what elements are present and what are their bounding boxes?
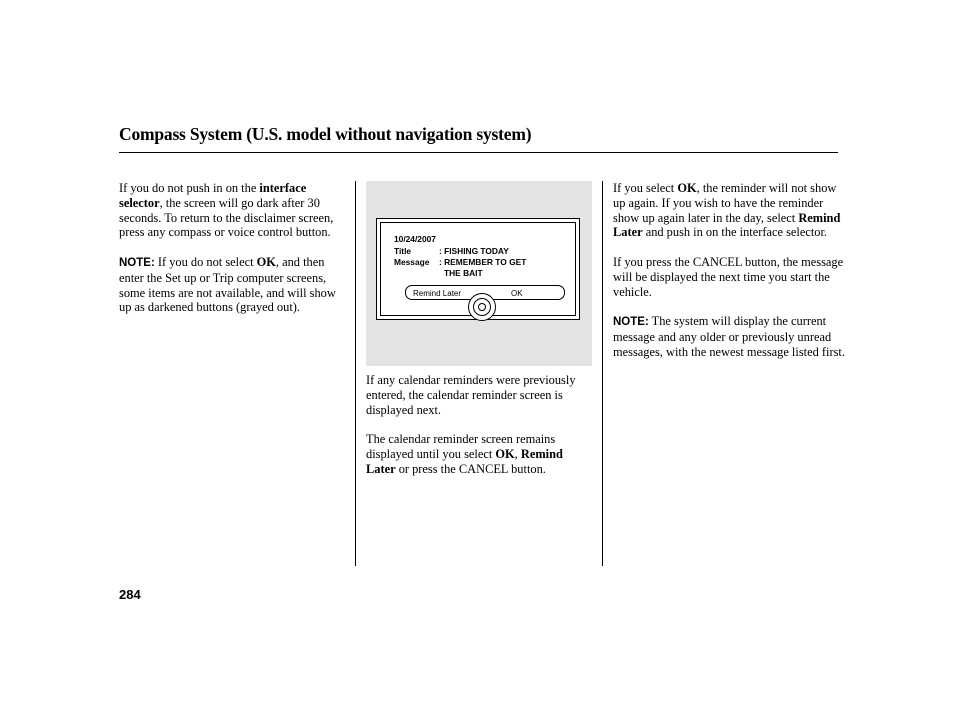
paragraph: If you press the CANCEL button, the message will be displayed the next time you start the vehicle. (613, 254, 844, 299)
paragraph: If you select OK, the reminder will not show up again. If you wish to have the reminder show up again later in the day, select Remind Later and push in on the interface selector. (613, 181, 841, 240)
column-divider (355, 181, 356, 566)
knob-center (478, 303, 486, 311)
remind-later-button: Remind Later (413, 289, 462, 298)
message-line1: : REMEMBER TO GET (439, 257, 527, 267)
interface-selector-knob (468, 293, 496, 321)
screen-illustration (366, 181, 592, 366)
paragraph: If any calendar reminders were previously entered, the calendar reminder screen is displayed next. (366, 373, 576, 417)
paragraph: If you do not push in on the interface selector, the screen will go dark after 30 seconds. To return to the disclaimer screen, press any compass or voice control button. (119, 181, 334, 240)
paragraph: The calendar reminder screen remains displayed until you select OK, Remind Later or press the CANCEL button. (366, 432, 563, 476)
title-value: : FISHING TODAY (439, 246, 509, 256)
knob-ring (473, 298, 491, 316)
note-paragraph: NOTE: The system will display the current message and any older or previously unread messages, with the newest message listed first. (613, 314, 845, 359)
note-paragraph: NOTE: If you do not select OK, and then enter the Set up or Trip computer screens, some items are not available, and will show up as darkened buttons (grayed out). (119, 254, 336, 315)
note-label: NOTE: (613, 316, 649, 329)
title-rule (119, 152, 838, 153)
reminder-date: 10/24/2007 (394, 234, 436, 244)
ok-button: OK (511, 289, 523, 298)
message-line2: THE BAIT (444, 268, 483, 278)
title-label: Title (394, 246, 412, 256)
column-middle (366, 373, 591, 491)
message-label: Message (394, 257, 430, 267)
note-label: NOTE: (119, 256, 155, 269)
page-number: 284 (119, 587, 141, 602)
column-divider (602, 181, 603, 566)
page-title: Compass System (U.S. model without navigation system) (119, 124, 532, 144)
column-right (613, 181, 845, 374)
column-left (119, 181, 344, 330)
display-screen (376, 218, 580, 320)
